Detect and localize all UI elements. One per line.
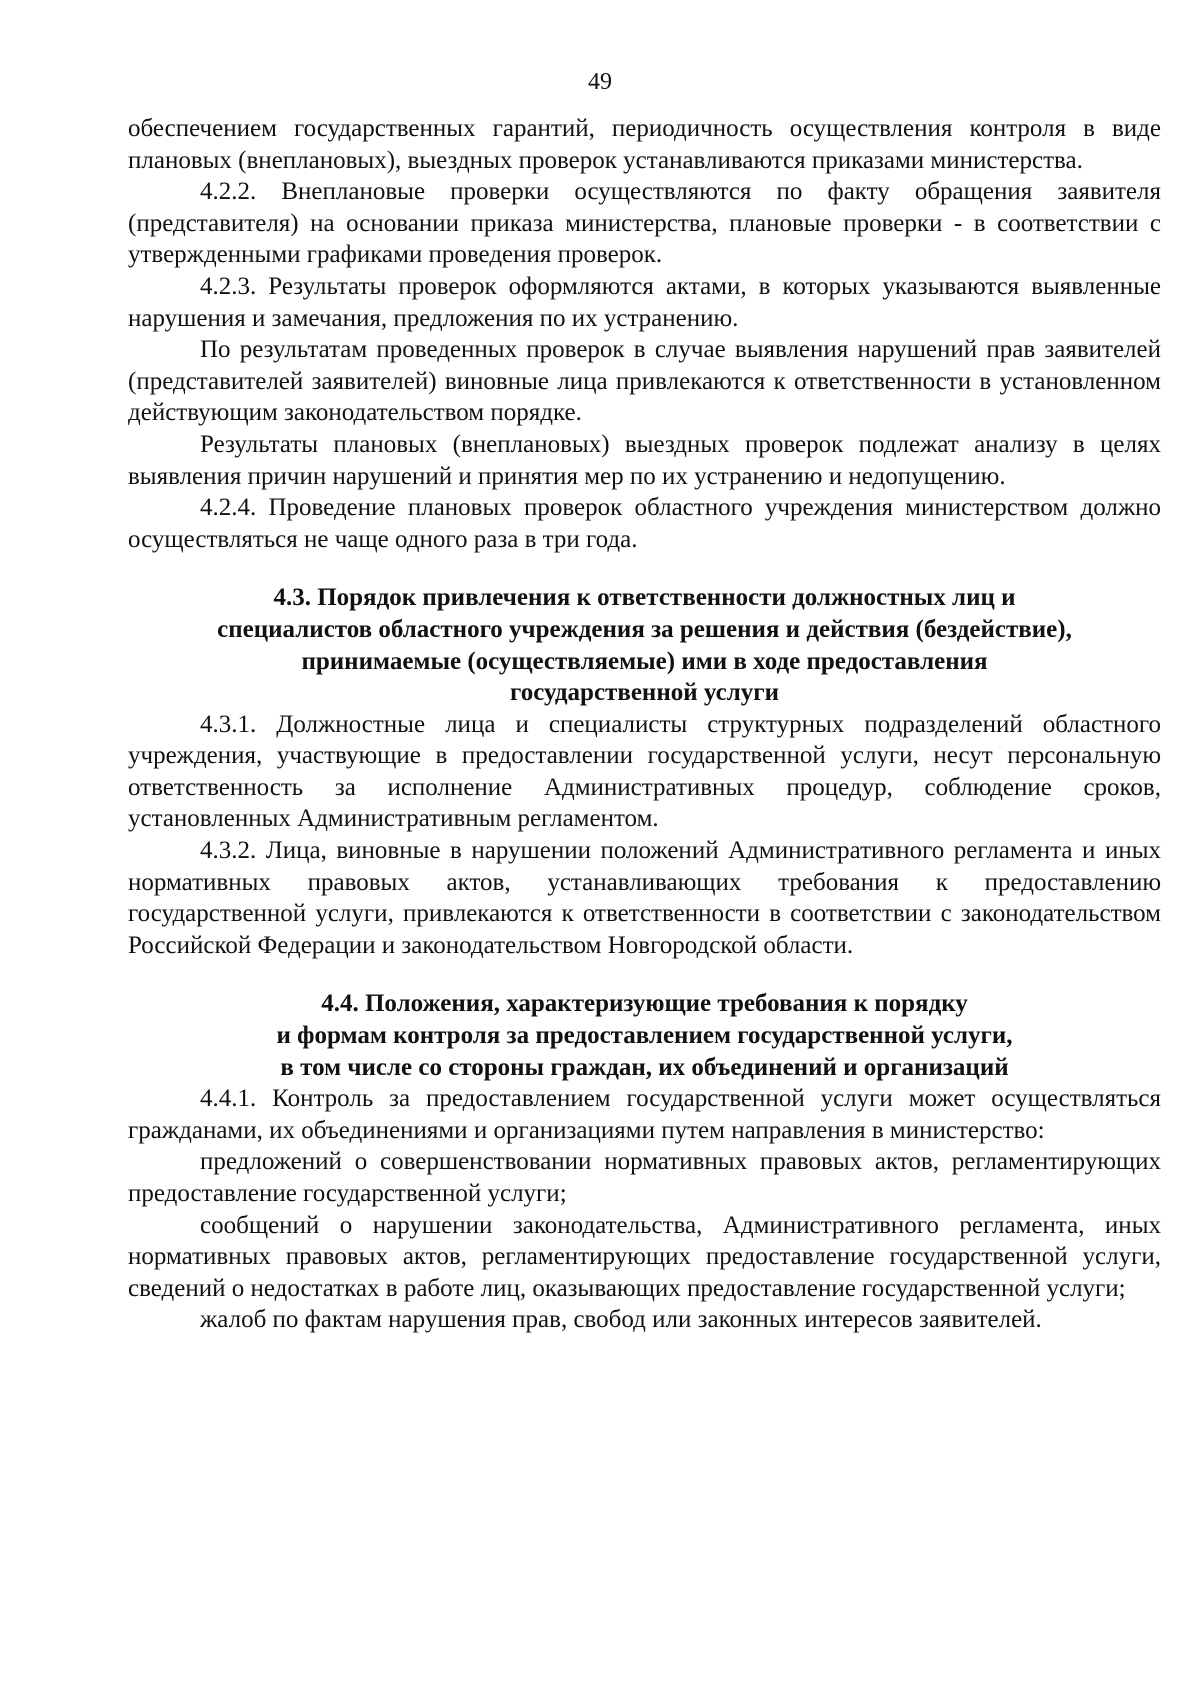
heading-line: принимаемые (осуществляемые) ими в ходе предоставления bbox=[301, 647, 988, 675]
heading-line: специалистов областного учреждения за решения и действия (бездействие), bbox=[217, 615, 1072, 643]
paragraph-4-3-1: 4.3.1. Должностные лица и специалисты структурных подразделений областного учреждения, участвующие в предоставлении государственной услуги, несут персональную ответственность за исполнение Административных процедур, соблюдение сроков, установленных Административным регламентом. bbox=[128, 710, 1161, 833]
section-heading-4-3 bbox=[128, 582, 1161, 708]
section-spacer bbox=[128, 961, 1161, 988]
paragraph-continuation: обеспечением государственных гарантий, периодичность осуществления контроля в виде плановых (внеплановых), выездных проверок устанавливаются приказами министерства. bbox=[128, 115, 1161, 174]
heading-line: 4.4. Положения, характеризующие требования к порядку bbox=[321, 990, 968, 1018]
paragraph-4-2-2: 4.2.2. Внеплановые проверки осуществляются по факту обращения заявителя (представителя) на основании приказа министерства, плановые проверки - в соответствии с утвержденными графиками проведения проверок. bbox=[128, 178, 1161, 269]
document-body bbox=[128, 113, 1161, 1336]
paragraph-4-3-2: 4.3.2. Лица, виновные в нарушении положений Административного регламента и иных нормативных правовых актов, устанавливающих требования к предоставлению государственной услуги, привлекаются к ответственности в соответствии с законодательством Российской Федерации и законодательством Новгородской области. bbox=[128, 837, 1161, 959]
heading-line: и формам контроля за предоставлением государственной услуги, bbox=[276, 1022, 1013, 1050]
list-item-complaints: жалоб по фактам нарушения прав, свобод или законных интересов заявителей. bbox=[200, 1306, 1042, 1334]
paragraph-violations: По результатам проведенных проверок в случае выявления нарушений прав заявителей (представителей заявителей) виновные лица привлекаются к ответственности в установленном действующим законодательством порядке. bbox=[128, 336, 1161, 427]
list-item-reports: сообщений о нарушении законодательства, Административного регламента, иных нормативных правовых актов, регламентирующих предоставление государственной услуги, сведений о недостатках в работе лиц, оказывающих предоставление государственной услуги; bbox=[128, 1211, 1161, 1302]
section-spacer bbox=[128, 555, 1161, 582]
list-item-proposals: предложений о совершенствовании нормативных правовых актов, регламентирующих предоставление государственной услуги; bbox=[128, 1148, 1161, 1207]
paragraph-4-2-4: 4.2.4. Проведение плановых проверок областного учреждения министерством должно осуществляться не чаще одного раза в три года. bbox=[128, 494, 1161, 553]
section-heading-4-4 bbox=[128, 988, 1161, 1083]
heading-line: государственной услуги bbox=[509, 679, 780, 707]
heading-line: 4.3. Порядок привлечения к ответственности должностных лиц и bbox=[273, 584, 1016, 612]
page-number: 49 bbox=[588, 69, 612, 95]
paragraph-4-2-3: 4.2.3. Результаты проверок оформляются актами, в которых указываются выявленные нарушения и замечания, предложения по их устранению. bbox=[128, 272, 1161, 332]
paragraph-inspection-results: Результаты плановых (внеплановых) выездных проверок подлежат анализу в целях выявления причин нарушений и принятия мер по их устранению и недопущению. bbox=[128, 430, 1161, 490]
heading-line: в том числе со стороны граждан, их объединений и организаций bbox=[280, 1053, 1009, 1081]
paragraph-4-4-1: 4.4.1. Контроль за предоставлением государственной услуги может осуществляться гражданами, их объединениями и организациями путем направления в министерство: bbox=[128, 1085, 1161, 1144]
